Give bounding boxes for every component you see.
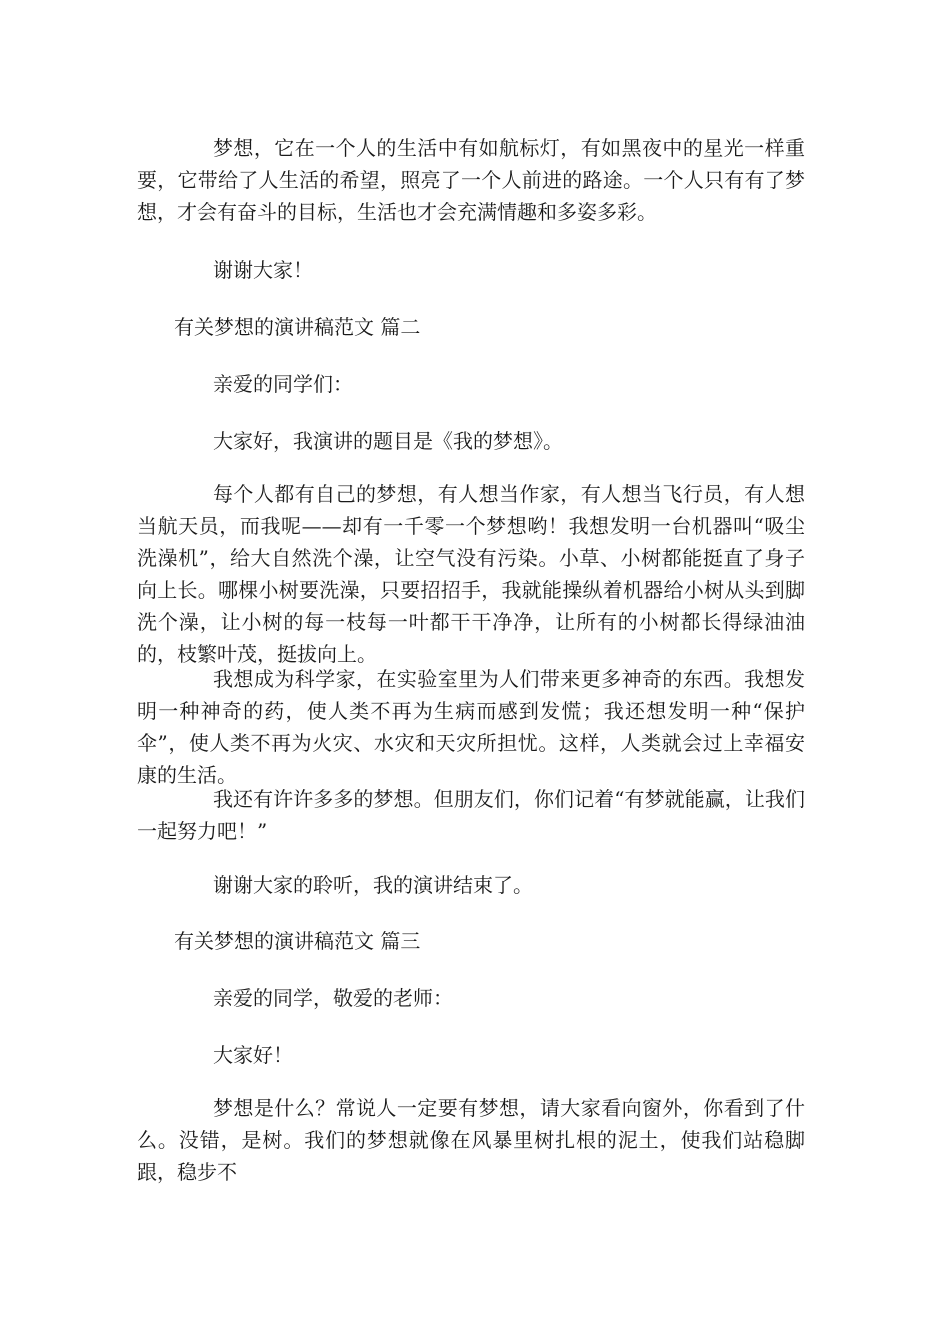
paragraph-thanks: 谢谢大家！ [213, 258, 313, 282]
paragraph-scientist: 我想成为科学家，在实验室里为人们带来更多神奇的东西。我想发明一种神奇的药，使人类不再为生病而感到发慌；我还想发明一种“保护伞”，使人类不再为火灾、水灾和天灾所担忧。这样，人类就会过上幸福安康的生活。 [137, 667, 805, 787]
paragraph-greeting-students: 亲爱的同学们： [213, 372, 353, 396]
paragraph-what-is-dream: 梦想是什么？常说人一定要有梦想，请大家看向窗外，你看到了什么。没错，是树。我们的梦想就像在风暴里树扎根的泥土，使我们站稳脚跟，稳步不 [137, 1096, 805, 1184]
paragraph-greeting-teachers: 亲爱的同学，敬爱的老师： [213, 986, 453, 1010]
paragraph-dream-beacon: 梦想，它在一个人的生活中有如航标灯，有如黑夜中的星光一样重要，它带给了人生活的希望，照亮了一个人前进的路途。一个人只有有了梦想，才会有奋斗的目标，生活也才会充满情趣和多姿多彩。 [137, 136, 805, 224]
paragraph-speech-topic: 大家好，我演讲的题目是《我的梦想》。 [213, 429, 563, 453]
paragraph-many-dreams: 我还有许许多多的梦想。但朋友们，你们记着“有梦就能赢，让我们一起努力吧！” [137, 787, 805, 843]
section-heading-part-three: 有关梦想的演讲稿范文 篇三 [174, 929, 421, 953]
paragraph-closing: 谢谢大家的聆听，我的演讲结束了。 [213, 873, 533, 897]
paragraph-hello-everyone: 大家好！ [213, 1043, 293, 1067]
paragraph-my-dreams: 每个人都有自己的梦想，有人想当作家，有人想当飞行员，有人想当航天员，而我呢——却有一千零一个梦想哟！我想发明一台机器叫“吸尘洗澡机”，给大自然洗个澡，让空气没有污染。小草、小树都能挺直了身子向上长。哪棵小树要洗澡，只要招招手，我就能操纵着机器给小树从头到脚洗个澡，让小树的每一枝每一叶都干干净净，让所有的小树都长得绿油油的，枝繁叶茂，挺拔向上。 [137, 482, 805, 666]
section-heading-part-two: 有关梦想的演讲稿范文 篇二 [174, 315, 421, 339]
